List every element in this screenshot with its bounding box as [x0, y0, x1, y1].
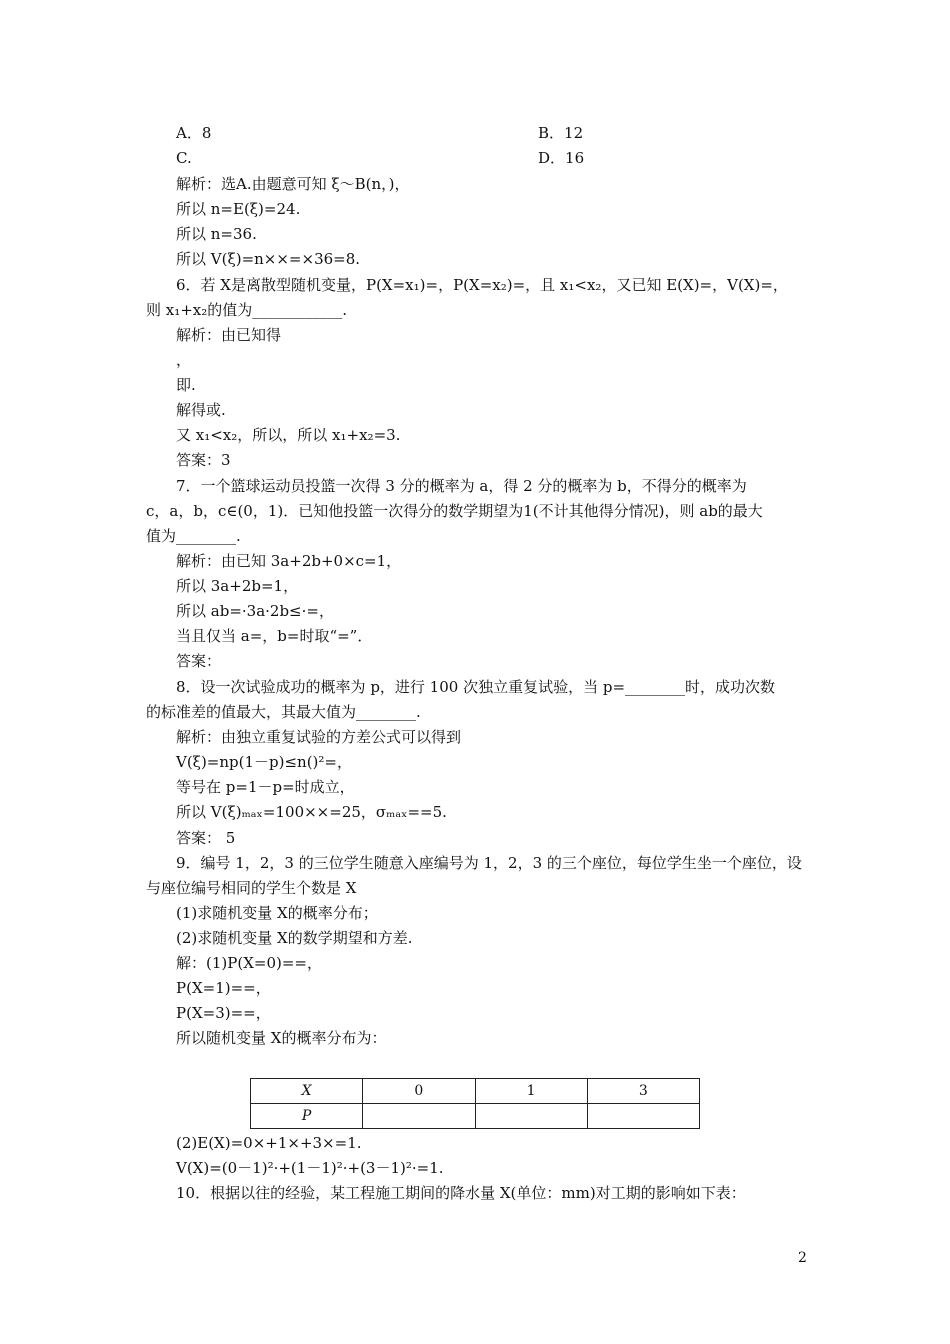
answer-line: 答案： — [176, 652, 222, 670]
text-line: 解析：选A.由题意可知 ξ～B(n，)， — [176, 175, 410, 193]
text-line: 所以 n=E(ξ)=24. — [176, 200, 301, 218]
text-line: V(X)=(0－1)²·+(1－1)²·+(3－1)²·=1. — [176, 1159, 444, 1177]
table-cell: X — [251, 1079, 363, 1104]
text-line: (2)求随机变量 X的数学期望和方差. — [176, 929, 413, 947]
text-line: 所以 3a+2b=1， — [176, 577, 299, 595]
table-cell — [587, 1104, 699, 1129]
question-9: 9．编号 1，2，3 的三位学生随意入座编号为 1，2，3 的三个座位，每位学生坐一个座位，设 — [176, 854, 802, 872]
table-cell: P — [251, 1104, 363, 1129]
text-line: (1)求随机变量 X的概率分布； — [176, 904, 378, 922]
text-line: ， — [176, 351, 192, 369]
text-line: 所以 n=36. — [176, 225, 257, 243]
probability-distribution-table — [250, 1078, 700, 1129]
question-8: 8．设一次试验成功的概率为 p，进行 100 次独立重复试验，当 p=________时，成功次数 — [176, 678, 776, 696]
text-line: 即. — [176, 376, 196, 394]
answer-line: 答案：3 — [176, 451, 231, 469]
text-line: P(X=1)==， — [176, 979, 271, 997]
question-6: 6．若 X是离散型随机变量，P(X=x₁)=，P(X=x₂)=，且 x₁<x₂，又已知 E(X)=，V(X)=， — [176, 276, 788, 294]
table-cell — [475, 1104, 587, 1129]
answer-line: 答案： 5 — [176, 829, 236, 847]
option-b: B．12 — [538, 124, 584, 142]
page-number: 2 — [798, 1250, 807, 1266]
text-line: 与座位编号相同的学生个数是 X — [146, 879, 357, 897]
text-line: 所以随机变量 X的概率分布为： — [176, 1029, 387, 1047]
text-line: c，a，b，c∈(0，1)．已知他投篮一次得分的数学期望为1(不计其他得分情况)，则 ab的最大 — [146, 502, 763, 520]
text-line: 的标准差的值最大，其最大值为________. — [146, 703, 421, 721]
text-line: 解析：由已知 3a+2b+0×c=1， — [176, 552, 402, 570]
table-row — [251, 1079, 700, 1104]
table-cell — [363, 1104, 475, 1129]
option-a: A．8 — [176, 124, 212, 142]
text-line: 则 x₁+x₂的值为____________. — [146, 301, 348, 319]
text-line: 值为________. — [146, 527, 241, 545]
text-line: 解析：由已知得 — [176, 326, 282, 344]
text-line: P(X=3)==， — [176, 1004, 271, 1022]
option-c: C. — [176, 149, 192, 167]
table-cell: 1 — [475, 1079, 587, 1104]
option-d: D．16 — [538, 149, 585, 167]
table-row — [251, 1104, 700, 1129]
text-line: 又 x₁<x₂，所以，所以 x₁+x₂=3. — [176, 426, 401, 444]
text-line: 解：(1)P(X=0)==， — [176, 954, 322, 972]
text-line: 解析：由独立重复试验的方差公式可以得到 — [176, 728, 462, 746]
text-line: V(ξ)=np(1－p)≤n()²=， — [176, 753, 352, 771]
text-line: 所以 ab=·3a·2b≤·=， — [176, 602, 334, 620]
question-7: 7．一个篮球运动员投篮一次得 3 分的概率为 a，得 2 分的概率为 b，不得分的概率为 — [176, 477, 747, 495]
question-10: 10．根据以往的经验，某工程施工期间的降水量 X(单位：mm)对工期的影响如下表： — [176, 1184, 746, 1202]
text-line: (2)E(X)=0×+1×+3×=1. — [176, 1134, 362, 1152]
text-line: 等号在 p=1－p=时成立， — [176, 778, 355, 796]
table-cell: 0 — [363, 1079, 475, 1104]
text-line: 所以 V(ξ)ₘₐₓ=100××=25，σₘₐₓ==5. — [176, 803, 447, 821]
text-line: 解得或. — [176, 401, 226, 419]
text-line: 当且仅当 a=，b=时取“=”． — [176, 627, 373, 645]
table-cell: 3 — [587, 1079, 699, 1104]
text-line: 所以 V(ξ)=n××=×36=8. — [176, 250, 361, 268]
